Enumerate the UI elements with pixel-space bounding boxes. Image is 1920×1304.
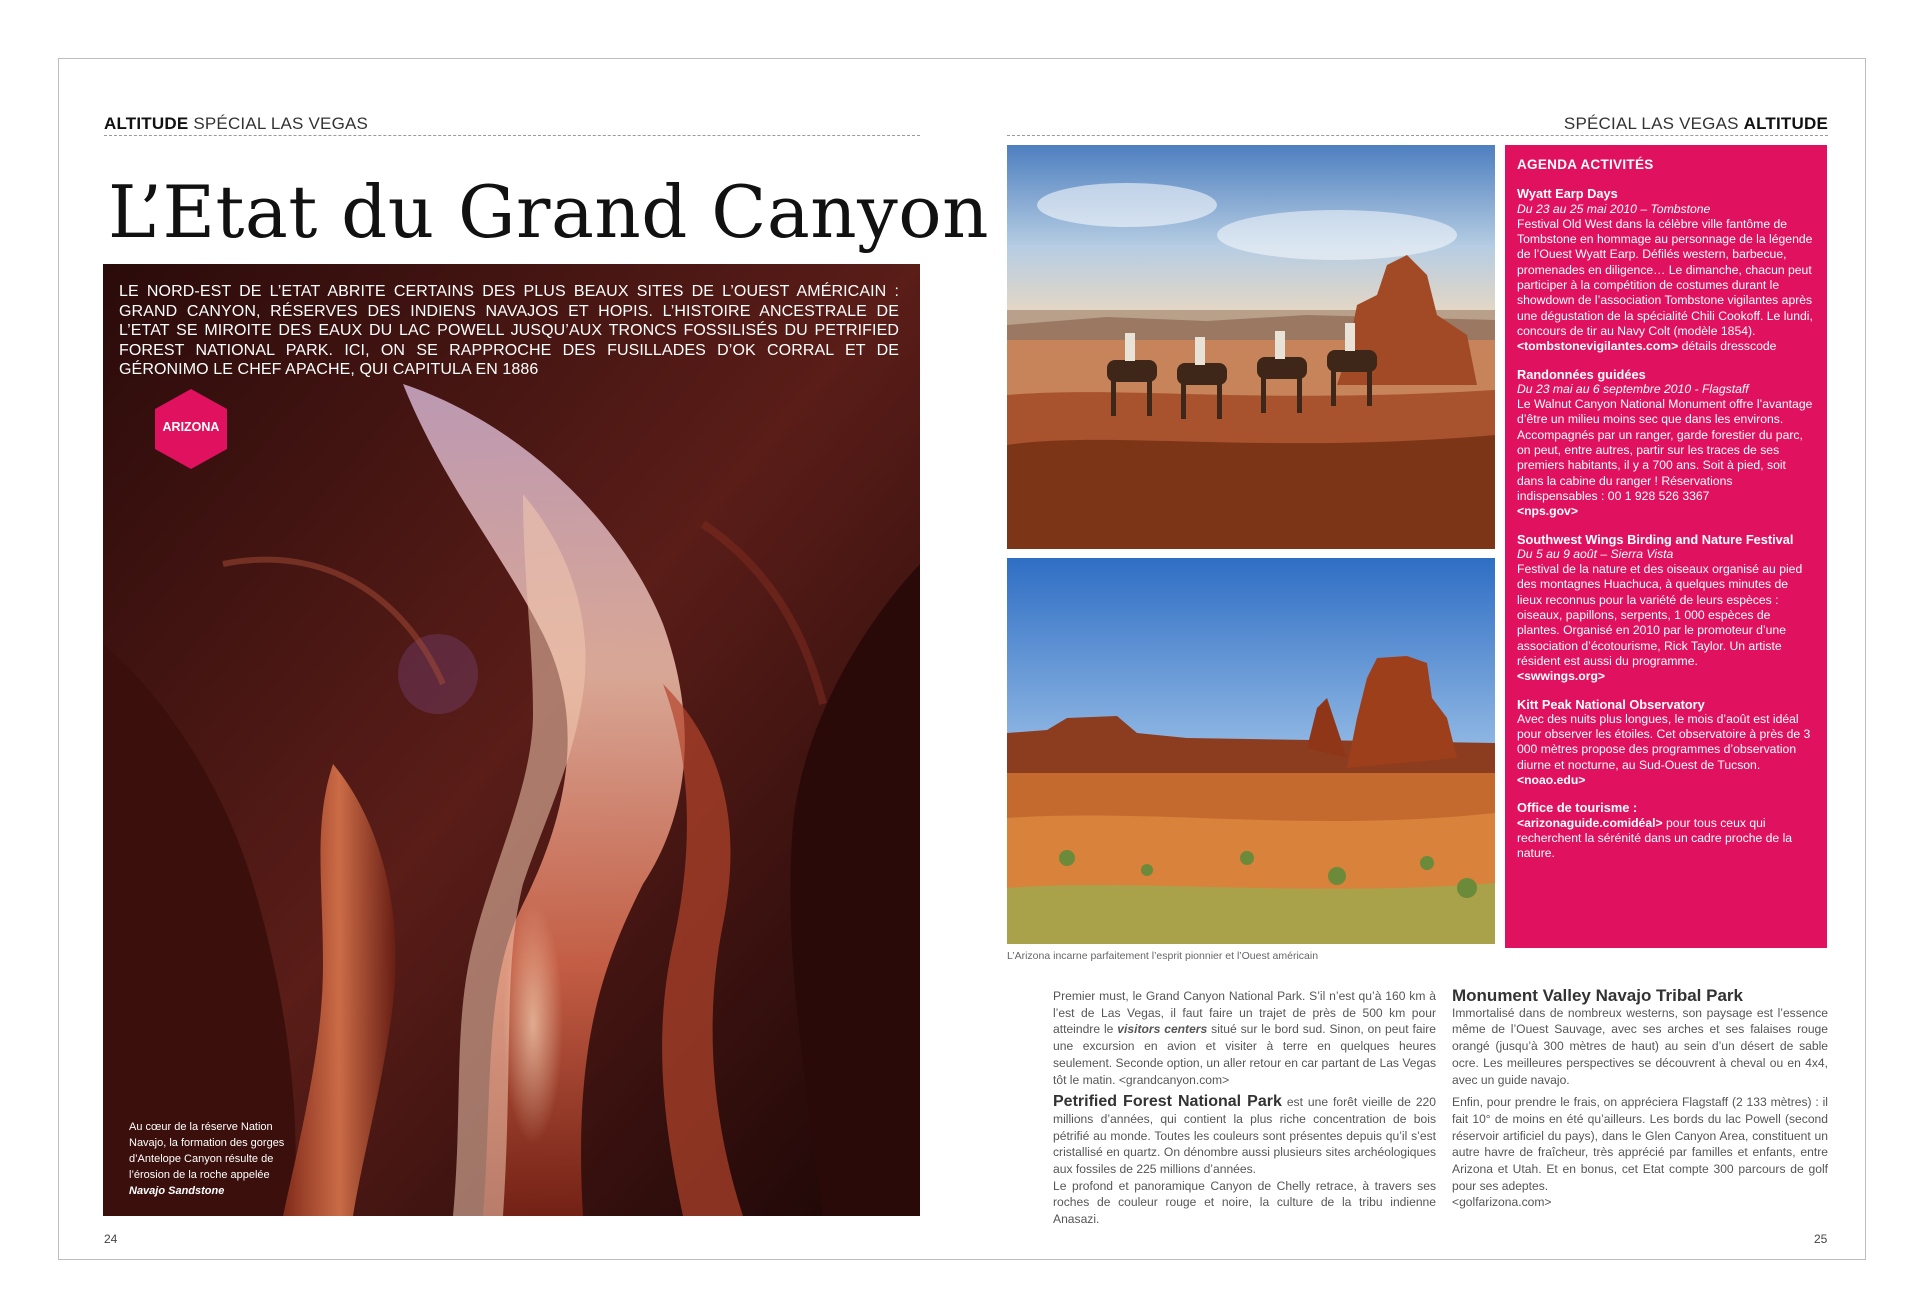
page-title: L’Etat du Grand Canyon — [108, 170, 990, 254]
event-link[interactable]: <swwings.org> — [1517, 669, 1606, 684]
agenda-event: Office de tourisme : <arizonaguide.comidéal> pour tous ceux qui recherchent la sérénité dans un cadre proche de la nature. — [1517, 800, 1815, 861]
article-column-2 — [1452, 988, 1828, 1211]
event-date: Du 23 au 25 mai 2010 – Tombstone — [1517, 201, 1711, 216]
event-link[interactable]: <nps.gov> — [1517, 504, 1578, 519]
left-running-header: ALTITUDE SPÉCIAL LAS VEGAS — [104, 114, 369, 133]
page-number-left: 24 — [104, 1232, 118, 1246]
antelope-canyon-photo — [103, 264, 920, 1216]
event-title: Office de tourisme : — [1517, 800, 1638, 816]
agenda-event — [1517, 367, 1815, 520]
riders-illustration — [1007, 145, 1495, 549]
event-body: Avec des nuits plus longues, le mois d’août est idéal pour observer les étoiles. Cet observatoire à près de 3 000 mètres propose des programmes d’observation diurne et nocturne, au Sud-Ouest de Tucson. — [1517, 711, 1811, 772]
paragraph: Immortalisé dans de nombreux westerns, son paysage est l’essence même de l’Ouest Sauvage, avec ses arches et ses falaises rouge orangé (jusqu’à 300 mètres de haut) au sein d’un désert de sable ocre. Les meilleures perspectives se découvrent à cheval ou en 4x4, avec un guide navajo. — [1452, 1005, 1828, 1087]
arizona-badge — [155, 389, 227, 469]
article-column-1 — [1053, 988, 1436, 1234]
intro-text: LE NORD-EST DE L’ETAT ABRITE CERTAINS DES PLUS BEAUX SITES DE L’OUEST AMÉRICAIN : GRAND CANYON, RÉSERVES DES INDIENS NAVAJOS ET HOPIS. L’HISTOIRE ANCESTRALE DE L’ETAT SE MIROITE DES EAUX DU LAC POWELL JUSQU’AUX TRONCS FOSSILISÉS DU PETRIFIED FOREST NATIONAL PARK. ICI, ON SE RAPPROCHE DES FUSILLADES D’OK CORRAL ET DE GÉRONIMO LE CHEF APACHE, QUI CAPITULA EN 1886 — [119, 283, 899, 378]
agenda-title: AGENDA ACTIVITÉS — [1517, 157, 1654, 172]
link[interactable]: <golfarizona.com> — [1452, 1195, 1552, 1210]
event-body: Festival Old West dans la célèbre ville fantôme de Tombstone en hommage au personnage de la légende de l’Ouest Wyatt Earp. Défilés western, barbecue, promenades en diligence… Le dimanche, chacun peut participer à la compétition de costumes durant le showdown de l’association Tombstone vigilantes après une dégustation de la spécialité Chili Cookoff. Le lundi, concours de tir au Navy Colt (modèle 1854). — [1517, 216, 1813, 338]
event-title: Wyatt Earp Days — [1517, 186, 1618, 202]
page-number-right: 25 — [1814, 1232, 1828, 1246]
event-title: Southwest Wings Birding and Nature Festival — [1517, 531, 1794, 547]
agenda-box — [1505, 145, 1827, 948]
event-link[interactable]: <tombstonevigilantes.com> — [1517, 339, 1679, 354]
monument-illustration — [1007, 558, 1495, 944]
right-running-header: SPÉCIAL LAS VEGAS ALTITUDE — [1563, 114, 1828, 133]
event-link[interactable]: <noao.edu> — [1517, 772, 1586, 787]
left-photo-caption: Au cœur de la réserve Nation Navajo, la formation des gorges d’Antelope Canyon résulte de l’érosion de la roche appelée Navajo Sandstone — [129, 1119, 294, 1199]
right-photo-caption: L’Arizona incarne parfaitement l’esprit pionnier et l’Ouest américain — [1007, 950, 1319, 962]
left-header-rule — [104, 135, 920, 136]
paragraph: Petrified Forest National Park est une forêt vieille de 220 millions d’années, qui contient la plus riche concentration de bois pétrifié au monde. Toutes les couleurs sont présentes depuis qu’il s’est cristallisé en quartz. On dénombre aussi plusieurs sites archéologiques aux fossiles de 225 millions d’années. Le profond et panoramique Canyon de Chelly retrace, à travers ses roches de couleur rouge et noire, la culture de la tribu indienne Anasazi. — [1053, 1093, 1436, 1227]
paragraph: Enfin, pour prendre le frais, on appréciera Flagstaff (2 133 mètres) : il fait 10° de moins en été qu’ailleurs. Les bords du lac Powell (second réservoir artificiel du pays), dans le Glen Canyon Area, constituent un autre havre de fraîcheur, très apprécié par familles et enfants, entre Arizona et Utah. Et en bonus, cet Etat compte 300 parcours de golf pour ses adeptes. <golfarizona.com> — [1452, 1095, 1828, 1210]
event-date: Du 23 mai au 6 septembre 2010 - Flagstaff — [1517, 381, 1749, 396]
right-header-rule — [1007, 135, 1828, 136]
event-date: Du 5 au 9 août – Sierra Vista — [1517, 546, 1674, 561]
section-heading: Monument Valley Navajo Tribal Park — [1452, 986, 1743, 1005]
agenda-event: Wyatt Earp Days Du 23 au 25 mai 2010 – Tombstone Festival Old West dans la célèbre ville fantôme de Tombstone en hommage au personnage de la légende de l’Ouest Wyatt Earp. Défilés western, barbecue, promenades en diligence… Le dimanche, chacun peut participer à la compétition de costumes durant le showdown de l’association Tombstone vigilantes après une dégustation de la spécialité Chili Cookoff. Le lundi, concours de tir au Navy Colt (modèle 1854). <tombstonevigilantes.com> détails dresscode — [1517, 186, 1815, 354]
monument-valley-photo — [1007, 558, 1495, 944]
event-title: Randonnées guidées — [1517, 366, 1646, 382]
horse-riders-photo — [1007, 145, 1495, 549]
event-body: Festival de la nature et des oiseaux organisé au pied des montagnes Huachuca, à quelques minutes de lieux reconnus pour la variété de leurs espèces : oiseaux, papillons, serpents, 1 000 espèces de plantes. Organisé en 2010 par le promoteur d’une association d’écotourisme, Rick Taylor. Un artiste résident est aussi du programme. — [1517, 562, 1803, 668]
agenda-event — [1517, 532, 1815, 685]
paragraph: Premier must, le Grand Canyon National Park. S’il n’est qu’à 160 km à l’est de Las Vegas, il faut faire un trajet de près de 500 km pour atteindre le visitors centers situé sur le bord sud. Sinon, on peut faire une excursion en avion et visiter à terre en quelques heures seulement. Seconde option, un aller retour en car partant de Las Vegas tôt le matin. <grandcanyon.com> — [1053, 989, 1437, 1087]
event-body: Le Walnut Canyon National Monument offre l’avantage d’être un milieu moins sec que dans les environs. Accompagnés par un ranger, garde forestier du parc, on peut, entre autres, partir sur les traces de ses premiers habitants, il y a 700 ans. Soit à pied, soit dans la cabine du ranger ! Réservations indispensables : 00 1 928 526 3367 — [1517, 397, 1813, 503]
section-heading: Petrified Forest National Park — [1053, 1093, 1282, 1111]
event-title: Kitt Peak National Observatory — [1517, 696, 1705, 712]
agenda-event — [1517, 697, 1815, 789]
badge-label: ARIZONA — [162, 420, 220, 434]
event-link[interactable]: <arizonaguide.comidéal> — [1517, 815, 1663, 830]
caption-emphasis: Navajo Sandstone — [129, 1185, 225, 1197]
